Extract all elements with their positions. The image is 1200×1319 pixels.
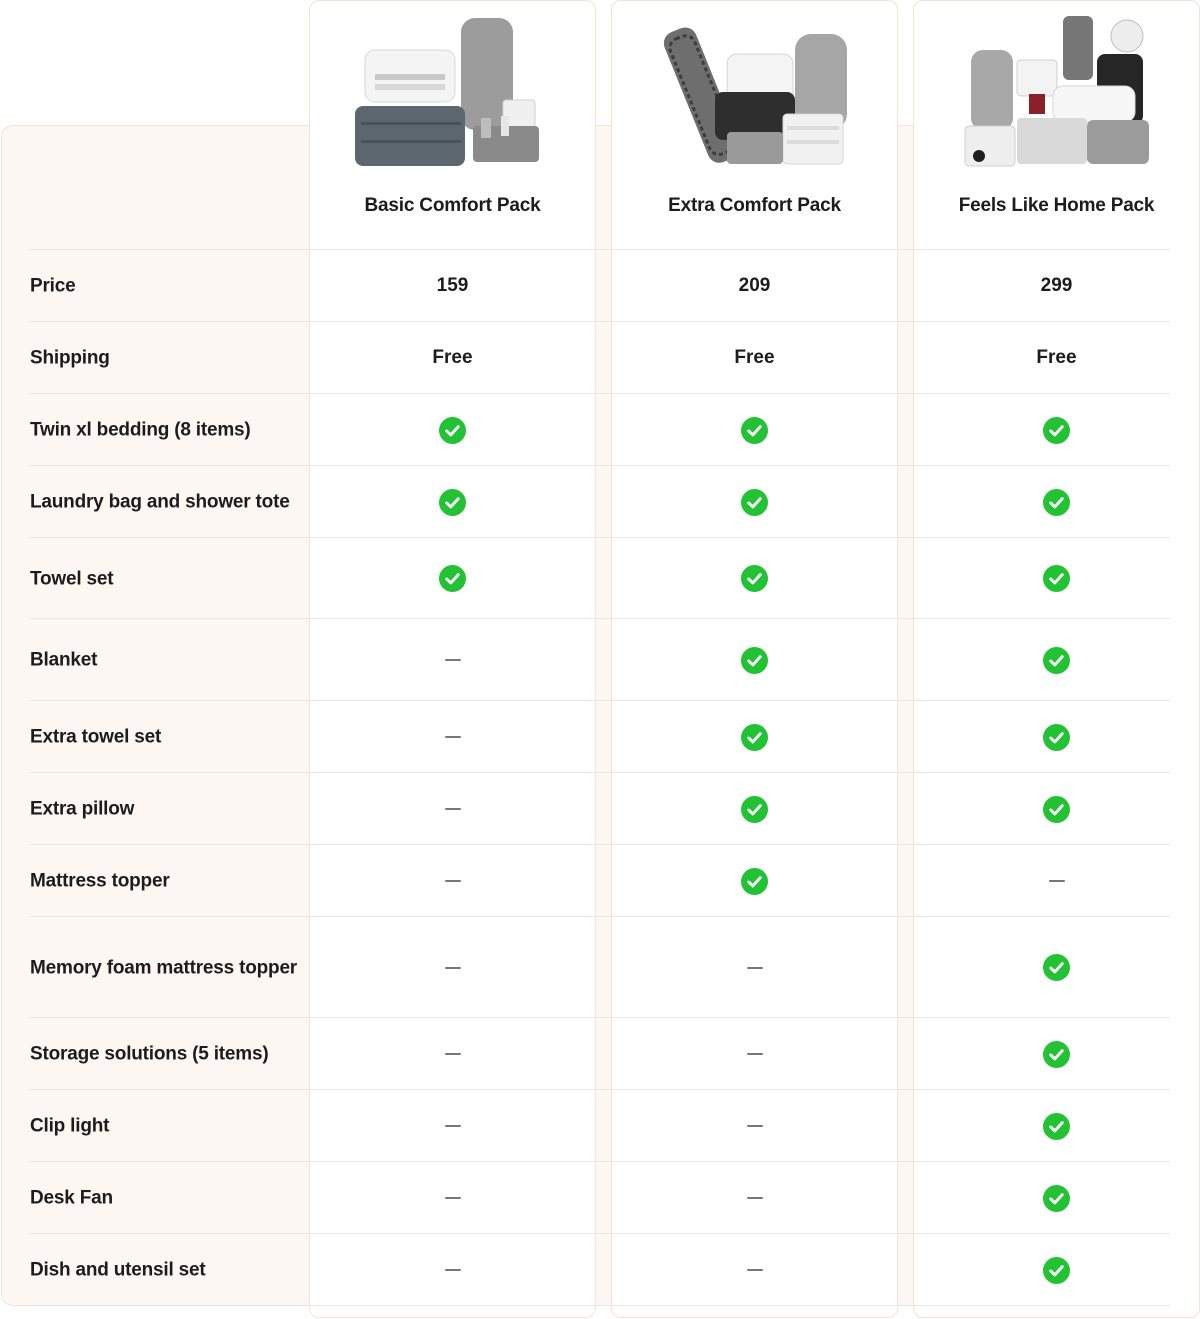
feature-row xyxy=(0,619,1200,701)
feature-cell xyxy=(913,845,1200,917)
feature-cell xyxy=(611,917,898,1018)
feature-cell xyxy=(611,538,898,619)
feature-cell xyxy=(309,394,596,466)
check-icon xyxy=(741,489,768,516)
feature-label: Blanket xyxy=(30,649,98,671)
dash-icon xyxy=(747,1269,763,1271)
basic-comfort-pack-image[interactable] xyxy=(353,14,553,169)
feature-label: Storage solutions (5 items) xyxy=(30,1043,269,1065)
feature-row xyxy=(0,917,1200,1018)
feature-cell xyxy=(309,538,596,619)
feature-row xyxy=(0,1018,1200,1090)
dash-icon xyxy=(445,967,461,969)
feature-label: Desk Fan xyxy=(30,1187,113,1209)
feels-like-home-pack-image[interactable] xyxy=(957,14,1157,169)
feature-cell xyxy=(611,466,898,538)
feature-label: Towel set xyxy=(30,568,114,589)
dash-icon xyxy=(747,1197,763,1199)
feature-cell xyxy=(309,845,596,917)
feature-cell xyxy=(611,1234,898,1306)
check-icon xyxy=(1043,417,1070,444)
feature-cell xyxy=(309,322,596,394)
check-icon xyxy=(1043,954,1070,981)
feature-label: Memory foam mattress topper xyxy=(30,957,298,978)
check-icon xyxy=(1043,796,1070,823)
feature-label: Dish and utensil set xyxy=(30,1259,206,1281)
product-header xyxy=(611,0,898,249)
check-icon xyxy=(1043,565,1070,592)
dash-icon xyxy=(445,659,461,661)
feature-cell xyxy=(913,1162,1200,1234)
feature-cell xyxy=(913,394,1200,466)
feature-cell xyxy=(309,1162,596,1234)
check-icon xyxy=(741,565,768,592)
check-icon xyxy=(439,489,466,516)
product-header-row xyxy=(0,0,1200,249)
feature-cell xyxy=(611,1090,898,1162)
feature-cell xyxy=(611,1018,898,1090)
extra-comfort-pack-image[interactable] xyxy=(655,14,855,169)
feature-row xyxy=(0,1090,1200,1162)
check-icon xyxy=(741,868,768,895)
feature-cell xyxy=(913,917,1200,1018)
feature-cell xyxy=(913,1018,1200,1090)
feature-label: Price xyxy=(30,275,76,297)
feature-row xyxy=(0,773,1200,845)
feature-cell xyxy=(913,538,1200,619)
product-name: Basic Comfort Pack xyxy=(364,195,541,216)
feature-row xyxy=(0,394,1200,466)
check-icon xyxy=(439,417,466,444)
feature-cell xyxy=(611,250,898,322)
feature-cell xyxy=(309,773,596,845)
feature-cell xyxy=(309,1090,596,1162)
dash-icon xyxy=(747,1053,763,1055)
dash-icon xyxy=(445,1125,461,1127)
dash-icon xyxy=(747,1125,763,1127)
check-icon xyxy=(1043,1257,1070,1284)
dash-icon xyxy=(445,808,461,810)
dash-icon xyxy=(445,1197,461,1199)
check-icon xyxy=(741,647,768,674)
feature-row xyxy=(0,538,1200,619)
feature-cell xyxy=(913,466,1200,538)
dash-icon xyxy=(445,736,461,738)
price-value: 159 xyxy=(436,275,469,296)
dash-icon xyxy=(747,967,763,969)
dash-icon xyxy=(445,1053,461,1055)
price-value: 299 xyxy=(1040,275,1073,296)
check-icon xyxy=(741,796,768,823)
feature-cell xyxy=(913,322,1200,394)
feature-cell xyxy=(309,1018,596,1090)
feature-cell xyxy=(913,1234,1200,1306)
feature-cell xyxy=(611,701,898,773)
feature-cell xyxy=(611,1162,898,1234)
feature-label: Shipping xyxy=(30,347,110,369)
feature-label: Laundry bag and shower tote xyxy=(30,491,290,513)
check-icon xyxy=(741,417,768,444)
check-icon xyxy=(741,724,768,751)
feature-label: Extra towel set xyxy=(30,726,162,748)
price-value: 209 xyxy=(738,275,771,296)
shipping-value: Free xyxy=(1036,347,1077,368)
product-header xyxy=(309,0,596,249)
feature-cell xyxy=(913,1090,1200,1162)
feature-row xyxy=(0,466,1200,538)
feature-row xyxy=(0,845,1200,917)
feature-row xyxy=(0,322,1200,394)
product-name: Feels Like Home Pack xyxy=(958,195,1155,216)
feature-cell xyxy=(611,619,898,701)
feature-label: Extra pillow xyxy=(30,798,135,820)
feature-cell xyxy=(309,250,596,322)
check-icon xyxy=(1043,724,1070,751)
feature-cell xyxy=(913,619,1200,701)
dash-icon xyxy=(445,880,461,882)
feature-row xyxy=(0,250,1200,322)
feature-label: Mattress topper xyxy=(30,870,170,892)
check-icon xyxy=(1043,647,1070,674)
feature-cell xyxy=(309,1234,596,1306)
shipping-value: Free xyxy=(734,347,775,368)
shipping-value: Free xyxy=(432,347,473,368)
dash-icon xyxy=(445,1269,461,1271)
feature-cell xyxy=(611,773,898,845)
check-icon xyxy=(1043,1041,1070,1068)
feature-cell xyxy=(913,701,1200,773)
product-name: Extra Comfort Pack xyxy=(668,195,841,216)
feature-cell xyxy=(611,845,898,917)
feature-label: Clip light xyxy=(30,1115,110,1137)
feature-row xyxy=(0,701,1200,773)
feature-cell xyxy=(913,250,1200,322)
check-icon xyxy=(439,565,466,592)
feature-row xyxy=(0,1162,1200,1234)
feature-cell xyxy=(309,917,596,1018)
feature-cell xyxy=(611,322,898,394)
feature-label: Twin xl bedding (8 items) xyxy=(30,419,251,441)
feature-cell xyxy=(913,773,1200,845)
product-header xyxy=(913,0,1200,249)
dash-icon xyxy=(1049,880,1065,882)
check-icon xyxy=(1043,1113,1070,1140)
feature-cell xyxy=(309,466,596,538)
row-divider xyxy=(30,1305,1170,1306)
feature-cell xyxy=(309,619,596,701)
feature-row xyxy=(0,1234,1200,1306)
feature-cell xyxy=(611,394,898,466)
feature-cell xyxy=(309,701,596,773)
check-icon xyxy=(1043,1185,1070,1212)
check-icon xyxy=(1043,489,1070,516)
